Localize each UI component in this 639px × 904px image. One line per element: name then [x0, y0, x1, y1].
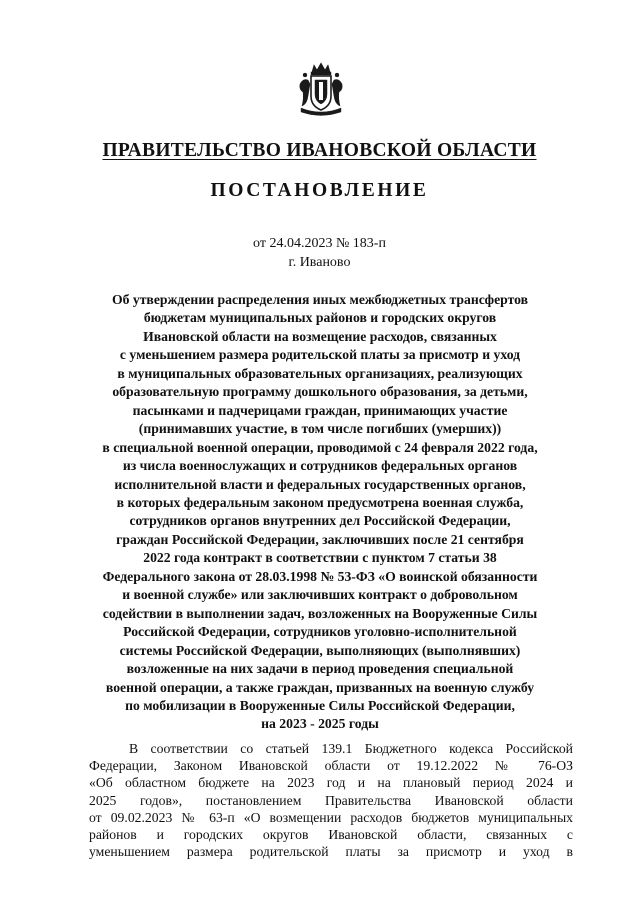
body-line: В соответствии со статьей 139.1 Бюджетного кодекса Российской: [129, 741, 573, 756]
document-type: ПОСТАНОВЛЕНИЕ: [210, 180, 429, 201]
subject-line: в муниципальных образовательных организациях, реализующих: [117, 365, 523, 381]
subject-line: содействии в выполнении задач, возложенных на Вооруженные Силы: [102, 605, 538, 621]
subject-line: на 2023 - 2025 годы: [261, 716, 379, 732]
subject-line: по мобилизации в Вооруженные Силы Российской Федерации,: [125, 697, 515, 713]
subject-line: сотрудников органов внутренних дел Российской Федерации,: [129, 513, 511, 529]
subject-line: и военной службе» или заключивших контракт о добровольном: [122, 587, 518, 603]
subject-line: из числа военнослужащих и сотрудников федеральных органов: [122, 458, 518, 474]
subject-line: с уменьшением размера родительской платы за присмотр и уход: [119, 347, 521, 363]
subject-line: исполнительной власти и федеральных государственных органов,: [114, 476, 526, 492]
coat-of-arms-icon: [298, 62, 344, 116]
government-title: ПРАВИТЕЛЬСТВО ИВАНОВСКОЙ ОБЛАСТИ: [102, 140, 537, 161]
subject-line: пасынками и падчерицами граждан, принимающих участие: [132, 402, 508, 418]
subject-line: Об утверждении распределения иных межбюджетных трансфертов: [111, 292, 529, 307]
subject-line: граждан Российской Федерации, заключивших после 21 сентября: [116, 531, 524, 547]
subject-line: военной операции, а также граждан, призванных на военную службу: [105, 679, 535, 695]
body-paragraph: [89, 740, 573, 860]
document-subject: [80, 291, 560, 734]
body-line: 2025 годов», постановлением Правительства Ивановской области: [89, 792, 573, 808]
subject-line: в специальной военной операции, проводимой с 24 февраля 2022 года,: [102, 439, 538, 455]
subject-line: Федерального закона от 28.03.1998 № 53-ФЗ «О воинской обязанности: [102, 568, 538, 584]
document-date-number: от 24.04.2023 № 183-п: [253, 236, 386, 251]
body-line: «Об областном бюджете на 2023 год и на плановый период 2024 и: [89, 775, 573, 791]
body-line: уменьшением размера родительской платы за присмотр и уход в: [89, 844, 573, 860]
subject-line: 2022 года контракт в соответствии с пунктом 7 статьи 38: [143, 550, 497, 566]
subject-line: системы Российской Федерации, выполняющих (выполнявших): [119, 642, 521, 658]
subject-line: Российской Федерации, сотрудников уголовно-исполнительной: [123, 624, 517, 640]
subject-line: бюджетам муниципальных районов и городских округов: [143, 310, 497, 326]
subject-line: Ивановской области на возмещение расходов, связанных: [143, 328, 497, 344]
subject-line: в которых федеральным законом предусмотрена военная служба,: [116, 494, 524, 510]
body-line: районов и городских округов Ивановской области, связанных с: [89, 827, 573, 843]
subject-line: (принимавших участие, в том числе погибших (умерших)): [138, 421, 502, 437]
subject-line: возложенные на них задачи в период проведения специальной: [126, 661, 514, 677]
body-line: Федерации, Законом Ивановской области от 19.12.2022 № 76-ОЗ: [89, 758, 573, 774]
body-line: от 09.02.2023 № 63-п «О возмещении расходов бюджетов муниципальных: [89, 809, 573, 825]
document-city: г. Иваново: [288, 255, 351, 270]
subject-line: образовательную программу дошкольного образования, за детьми,: [112, 384, 528, 400]
